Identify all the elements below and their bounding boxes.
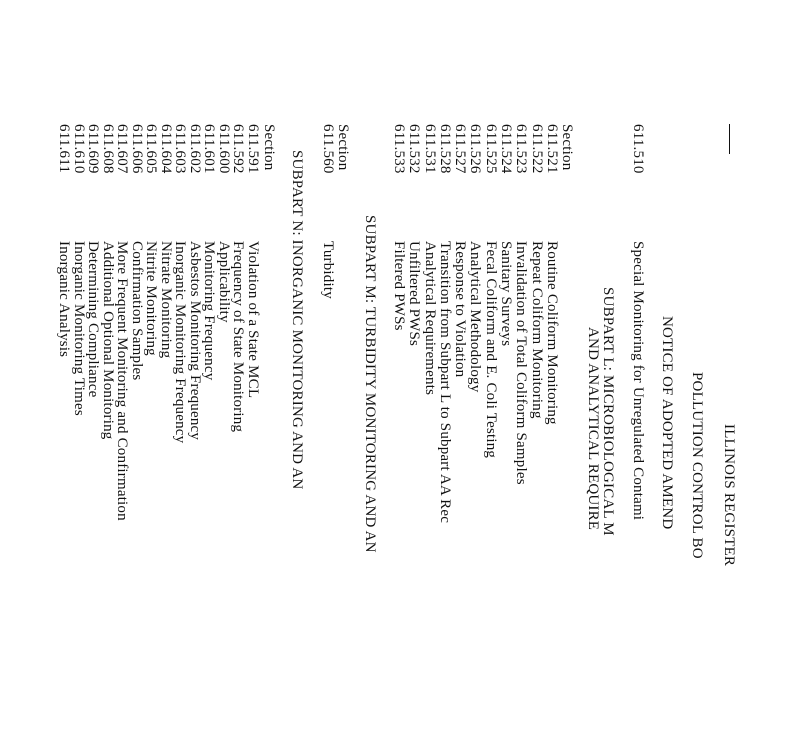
section-title: Violation of a State MCL	[245, 241, 261, 399]
section-title: Inorganic Monitoring Times	[71, 241, 87, 416]
section-number: 611.528	[436, 124, 453, 174]
section-number: 611.600	[216, 124, 232, 174]
section-number: 611.532	[406, 124, 423, 174]
section-title: Asbestos Monitoring Frequency	[187, 241, 203, 441]
section-title: Inorganic Analysis	[56, 241, 73, 358]
section-number: 611.601	[201, 124, 218, 174]
section-title: Transition from Subpart L to Subpart AA Rec	[436, 241, 453, 524]
section-number: 611.607	[114, 124, 131, 174]
section-title: Analytical Requirements	[421, 241, 438, 396]
section-number: 611.560	[320, 124, 336, 174]
section-number: 611.611	[56, 124, 73, 174]
section-title: Confirmation Samples	[129, 241, 145, 381]
section-label: Section	[261, 124, 277, 171]
section-title: Special Monitoring for Unregulated Contami	[630, 241, 646, 521]
subpart-m-heading: SUBPART M: TURBIDITY MONITORING AND AN	[362, 215, 378, 553]
section-number: 611.592	[230, 124, 247, 174]
section-number: 611.527	[452, 124, 469, 174]
section-number: 611.610	[71, 124, 87, 174]
section-title: Repeat Coliform Monitoring	[528, 241, 545, 419]
section-number: 611.510	[630, 124, 646, 174]
header-rule	[729, 124, 730, 154]
rotated-document-page	[56, 124, 737, 744]
section-number: 611.603	[172, 124, 189, 174]
section-title: Routine Coliform Monitoring	[544, 241, 560, 425]
section-title: Sanitary Surveys	[498, 241, 515, 347]
section-number: 611.609	[85, 124, 102, 174]
section-title: Nitrate Monitoring	[158, 241, 174, 359]
notice-title: NOTICE OF ADOPTED AMEND	[659, 316, 675, 530]
section-number: 611.591	[245, 124, 261, 174]
section-number: 611.526	[467, 124, 484, 174]
section-number: 611.531	[421, 124, 438, 174]
section-number: 611.605	[143, 124, 160, 174]
section-number: 611.608	[100, 124, 116, 174]
section-title: More Frequent Monitoring and Confirmation	[114, 241, 131, 521]
section-title: Fecal Coliform and E. Coli Testing	[482, 241, 499, 459]
register-title: ILLINOIS REGISTER	[721, 424, 737, 567]
subpart-n-heading: SUBPART N: INORGANIC MONITORING AND AN	[289, 150, 305, 490]
section-number: 611.522	[528, 124, 545, 174]
section-number: 611.523	[513, 124, 530, 174]
section-title: Filtered PWSs	[391, 241, 407, 331]
subpart-l-heading: SUBPART L: MICROBIOLOGICAL M	[600, 287, 616, 536]
board-title: POLLUTION CONTROL BO	[689, 372, 705, 559]
section-number: 611.606	[129, 124, 145, 174]
section-title: Determining Compliance	[85, 241, 102, 398]
section-number: 611.521	[544, 124, 560, 174]
section-label: Section	[335, 124, 351, 171]
subpart-l-heading-cont: AND ANALYTICAL REQUIRE	[585, 327, 601, 531]
section-number: 611.525	[482, 124, 499, 174]
section-title: Additional Optional Monitoring	[100, 241, 116, 440]
section-number: 611.524	[498, 124, 515, 174]
section-number: 611.533	[391, 124, 407, 174]
section-title: Frequency of State Monitoring	[230, 241, 247, 433]
section-title: Applicability	[216, 241, 232, 323]
section-title: Unfiltered PWSs	[406, 241, 423, 347]
section-number: 611.604	[158, 124, 174, 174]
section-number: 611.602	[187, 124, 203, 174]
section-title: Analytical Methodology	[467, 241, 484, 393]
section-label: Section	[559, 124, 575, 171]
section-title: Turbidity	[320, 241, 336, 299]
section-title: Monitoring Frequency	[201, 241, 218, 381]
section-title: Inorganic Monitoring Frequency	[172, 241, 189, 444]
section-title: Nitrite Monitoring	[143, 241, 160, 356]
section-title: Response to Violation	[452, 241, 469, 378]
section-title: Invalidation of Total Coliform Samples	[513, 241, 530, 485]
